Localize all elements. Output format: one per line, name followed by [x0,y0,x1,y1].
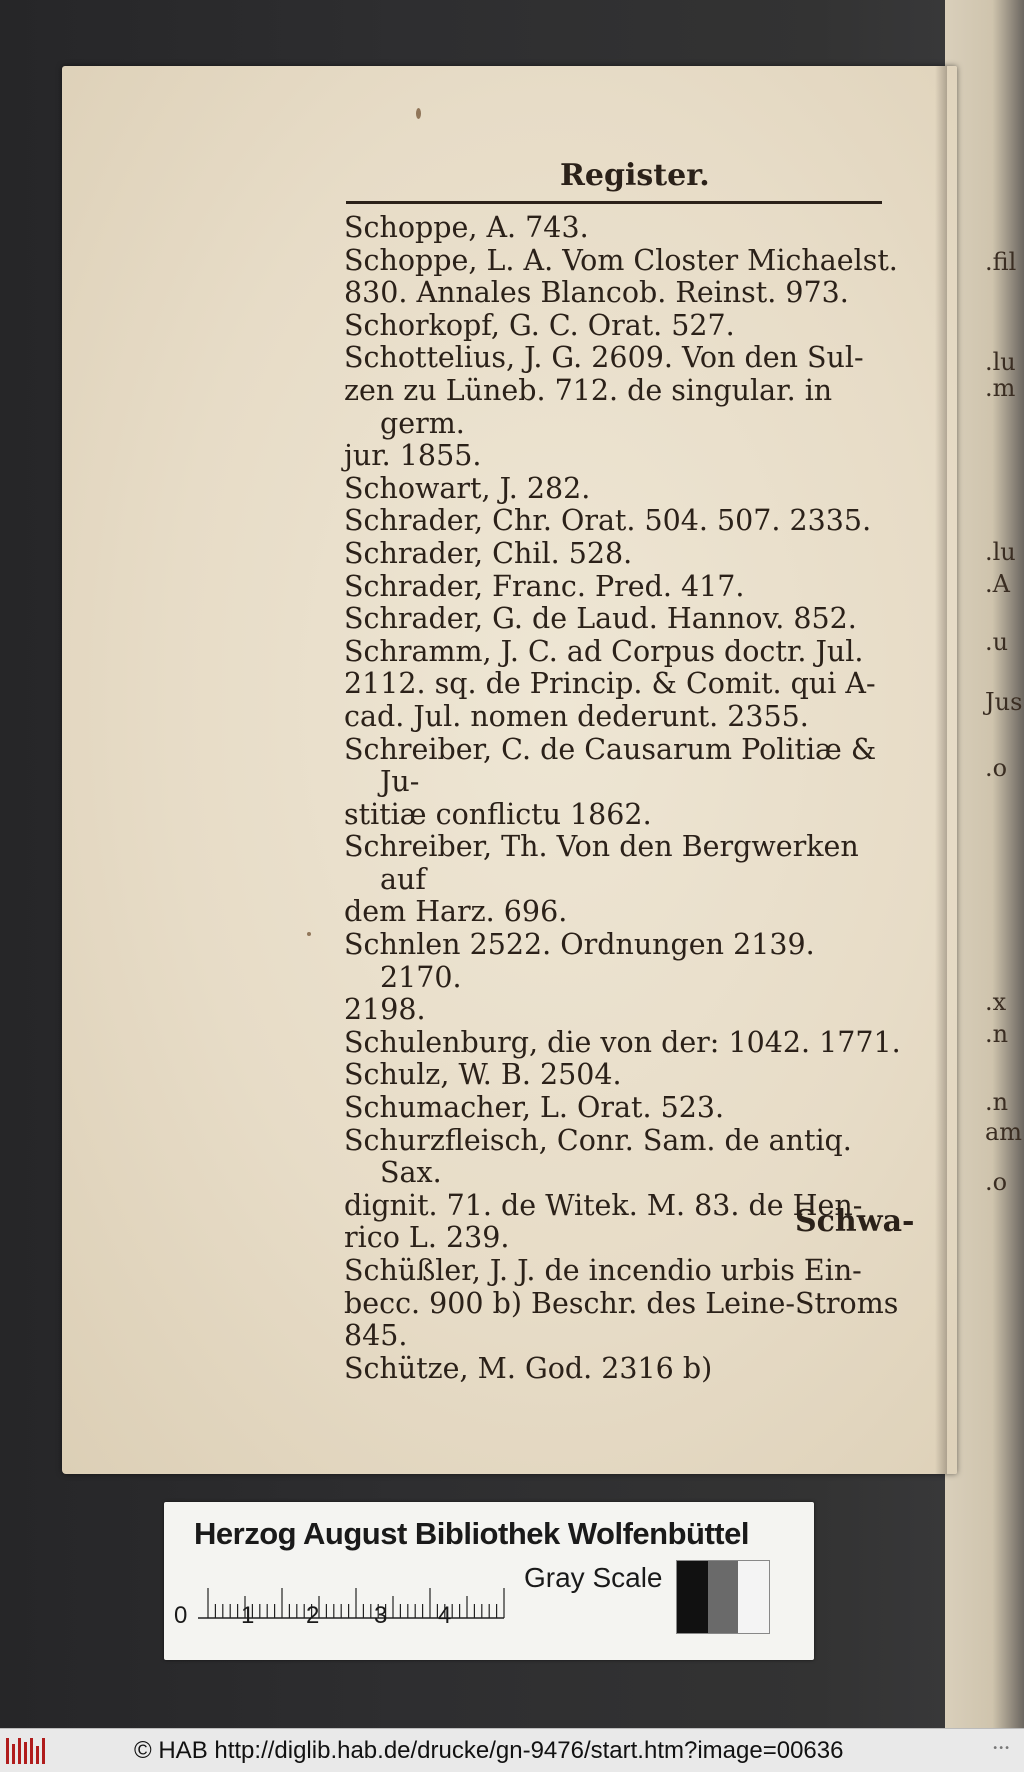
entry-line: Schurzfleisch, Conr. Sam. de antiq. Sax. [344,1123,852,1190]
entry-line: becc. 900 b) Beschr. des Leine-Stroms [344,1286,899,1320]
page-header: Register. [560,158,710,193]
ruler-number: 2 [306,1602,320,1629]
entry-line: Schorkopf, G. C. Orat. 527. [344,308,735,342]
register-entry [344,1027,904,1060]
register-entry [344,1255,904,1353]
entry-line: Schottelius, J. G. 2609. Von den Sul- [344,341,864,375]
register-entry [344,505,904,538]
ruler-number: 1 [241,1602,255,1629]
register-entry [344,636,904,734]
gray-swatch [677,1561,708,1633]
register-entry [344,603,904,636]
register-entry [344,571,904,604]
entry-line: Schoppe, A. 743. [344,211,589,244]
ink-speck [416,108,421,119]
ruler-number: 4 [438,1602,452,1629]
entry-line: Schrader, Chil. 528. [344,536,633,570]
gray-swatch [738,1561,769,1633]
entry-line: Schrader, G. de Laud. Hannov. 852. [344,602,857,636]
entry-line: Schreiber, C. de Causarum Politiæ & Ju- [344,732,877,799]
ruler-number: 0 [174,1602,188,1629]
gray-swatches [676,1560,770,1634]
register-entry [344,538,904,571]
footer-bar [0,1728,1024,1772]
entry-line: Schramm, J. C. ad Corpus doctr. Jul. [344,634,864,668]
entry-line: Schowart, J. 282. [344,471,591,505]
register-entry [344,1059,904,1092]
register-entry [344,310,904,343]
register-entry [344,1353,904,1386]
more-dots-icon: ••• [992,1743,1010,1754]
color-calibration-card [164,1502,814,1660]
entry-line: Schrader, Chr. Orat. 504. 507. 2335. [344,504,872,538]
entry-line: jur. 1855. [344,439,482,473]
gray-scale-label: Gray Scale [524,1562,663,1593]
entry-line: Schrader, Franc. Pred. 417. [344,569,745,603]
register-entry [344,473,904,506]
entry-line: stitiæ conflictu 1862. [344,797,652,831]
register-entry [344,929,904,1027]
entry-line: Schulz, W. B. 2504. [344,1058,622,1092]
entry-line: 845. [344,1319,408,1353]
gray-swatch [708,1561,739,1633]
entry-line: Schüßler, J. J. de incendio urbis Ein- [344,1254,862,1287]
header-rule [346,201,882,204]
register-entry [344,342,904,472]
catchword: Schwa- [795,1204,915,1239]
register-entry [344,831,904,929]
register-entry [344,734,904,832]
entry-line: Schütze, M. God. 2316 b) [344,1351,713,1385]
register-entry [344,1092,904,1125]
entry-line: Schnlen 2522. Ordnungen 2139. 2170. [344,928,815,994]
register-entry [344,212,904,245]
library-name: Herzog August Bibliothek Wolfenbüttel [194,1516,749,1551]
ruler-number: 3 [374,1602,388,1629]
entry-line: 2198. [344,993,426,1027]
entry-line: dem Harz. 696. [344,895,568,929]
entry-line: dignit. 71. de Witek. M. 83. de Hen- [344,1188,863,1222]
entry-line: rico L. 239. [344,1221,510,1255]
entry-line: 830. Annales Blancob. Reinst. 973. [344,276,849,310]
entry-line: 2112. sq. de Princip. & Comit. qui A- [344,667,876,701]
entry-line: Schoppe, L. A. Vom Closter Michaelst. [344,243,898,277]
entry-line: Schulenburg, die von der: 1042. 1771. [344,1025,901,1059]
register-entry [344,245,904,310]
ink-speck [307,932,311,936]
hab-logo-icon [6,1736,46,1764]
page-gutter-shadow [935,66,947,1474]
entry-line: zen zu Lüneb. 712. de singular. in germ. [344,373,833,440]
entry-line: Schumacher, L. Orat. 523. [344,1091,725,1125]
entry-line: Schreiber, Th. Von den Bergwerken auf [344,830,859,896]
entry-line: cad. Jul. nomen dederunt. 2355. [344,699,809,733]
copyright-url-link[interactable]: © HAB http://diglib.hab.de/drucke/gn-9476/start.htm?image=00636 [134,1737,844,1764]
